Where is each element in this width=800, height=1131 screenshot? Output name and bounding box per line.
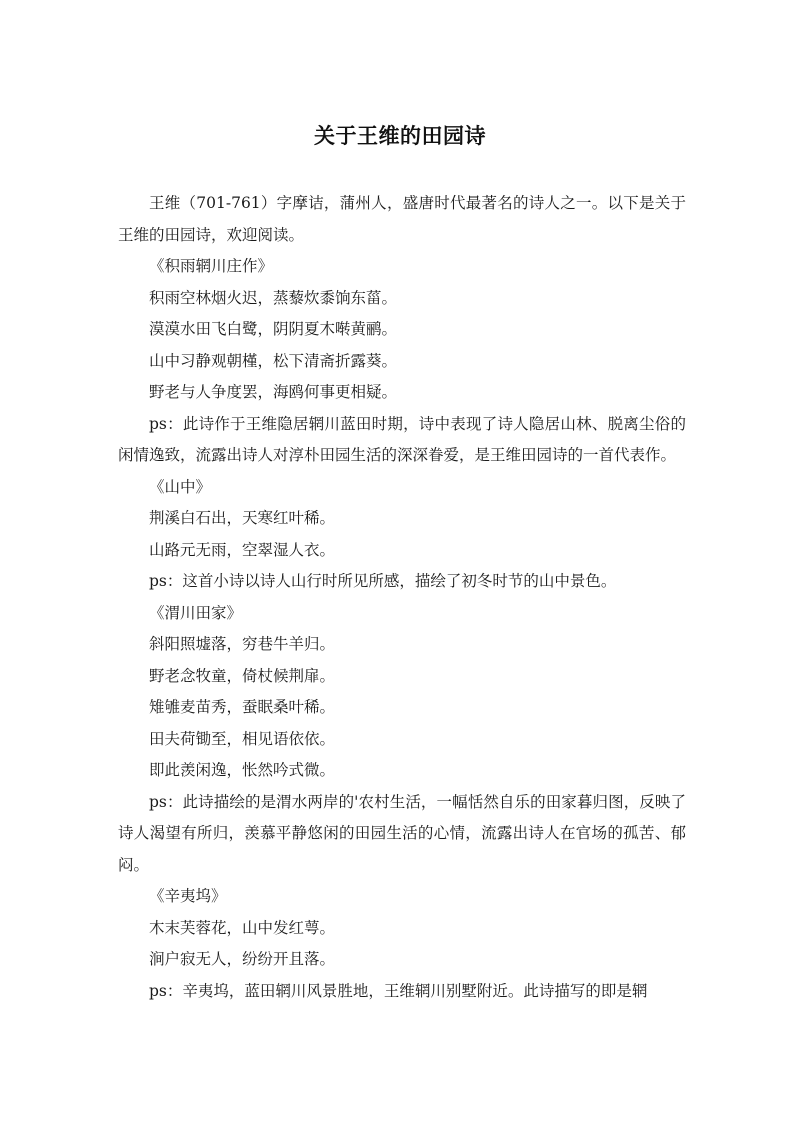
poem-line: 斜阳照墟落，穷巷牛羊归。 <box>149 635 336 653</box>
poem-line: 野老念牧童，倚杖候荆扉。 <box>149 666 336 685</box>
poem-title: 《渭川田家》 <box>149 603 243 622</box>
poem-line: 木末芙蓉花，山中发红萼。 <box>149 918 336 937</box>
poem-title: 《积雨辋川庄作》 <box>149 257 274 275</box>
poem-title: 《辛夷坞》 <box>149 887 227 905</box>
poem-line: 即此羡闲逸，怅然吟式微。 <box>149 761 336 779</box>
poem-note: ps：此诗作于王维隐居辋川蓝田时期，诗中表现了诗人隐居山林、脱离尘俗的闲情逸致，流露出诗人对淳朴田园生活的深深眷爱，是王维田园诗的一首代表作。 <box>118 414 686 464</box>
poem-line: 荆溪白石出，天寒红叶稀。 <box>149 509 336 527</box>
poem-line: 雉雊麦苗秀，蚕眠桑叶稀。 <box>149 698 336 716</box>
poem-line: 山中习静观朝槿，松下清斋折露葵。 <box>149 351 398 370</box>
poem-line: 涧户寂无人，纷纷开且落。 <box>149 950 336 968</box>
poem-note: ps：这首小诗以诗人山行时所见所感，描绘了初冬时节的山中景色。 <box>149 572 617 590</box>
document-title: 关于王维的田园诗 <box>314 124 486 148</box>
poem-line: 野老与人争度罢，海鸥何事更相疑。 <box>149 383 398 401</box>
intro-paragraph: 王维（701-761）字摩诘，蒲州人，盛唐时代最著名的诗人之一。以下是关于王维的田园诗，欢迎阅读。 <box>118 194 686 244</box>
poem-line: 山路元无雨，空翠湿人衣。 <box>149 540 336 559</box>
document-body <box>118 188 686 1007</box>
poem-title: 《山中》 <box>149 477 212 496</box>
poem-note: ps：此诗描绘的是渭水两岸的'农村生活，一幅恬然自乐的田家暮归图，反映了诗人渴望有所归，羡慕平静悠闲的田园生活的心情，流露出诗人在官场的孤苦、郁闷。 <box>118 792 686 874</box>
poem-line: 积雨空林烟火迟，蒸藜炊黍饷东菑。 <box>149 288 398 307</box>
poem-line: 漠漠水田飞白鹭，阴阴夏木啭黄鹂。 <box>149 320 398 338</box>
poem-line: 田夫荷锄至，相见语依依。 <box>149 729 336 748</box>
poem-note: ps：辛夷坞，蓝田辋川风景胜地，王维辋川别墅附近。此诗描写的即是辋 <box>149 981 648 1000</box>
